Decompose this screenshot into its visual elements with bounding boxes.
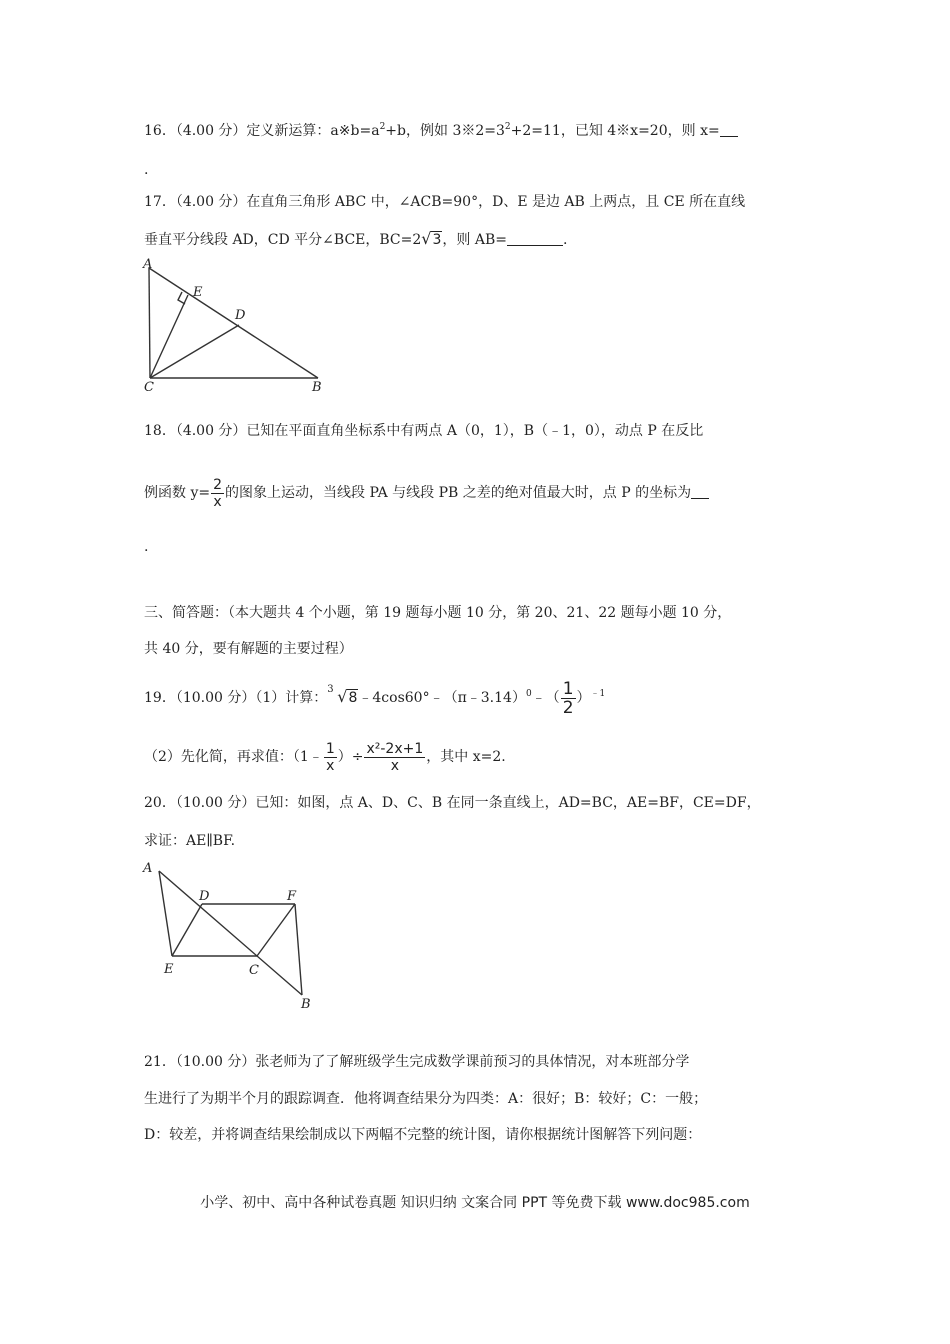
q18-line2: 例函数 y= $\frac{2}{x}$ 的图象上运动，当线段 PA 与线段 PB 之差的绝对值最大时，点 P 的坐标为: [144, 474, 709, 512]
fig-label-F: F: [287, 889, 297, 904]
q16-line1: 16．（4.00 分）定义新运算：$a※b=a^2+b$，例如 $3※2=3^2+2=11$，已知 4※x=20，则 x=: [144, 121, 738, 141]
page-footer: 小学、初中、高中各种试卷真题 知识归纳 文案合同 PPT 等免费下载 www.doc985.com: [200, 1195, 750, 1211]
q16-line2: .: [144, 162, 149, 178]
q20-line2: 求证：AE∥BF.: [144, 833, 236, 849]
fig-label-D: D: [235, 308, 246, 323]
fraction-polynomial: $\frac{\text{x²-2x+1}}{x}$: [366, 740, 424, 774]
q20-line1: 20．（10.00 分）已知：如图，点 A、D、C、B 在同一条直线上，AD=BC，AE=BF，CE=DF，: [144, 795, 761, 811]
fig-label-A: A: [143, 861, 153, 876]
fig-label-D: D: [199, 889, 210, 904]
answer-blank: [507, 231, 563, 246]
fraction-one-half: $\frac{1}{2}$: [562, 678, 574, 718]
q17-line1: 17．（4.00 分）在直角三角形 ABC 中，∠ACB=90°，D、E 是边 AB 上两点，且 CE 所在直线: [144, 194, 746, 210]
fig-label-E: E: [164, 962, 174, 977]
q21-line3: D：较差，并将调查结果绘制成以下两幅不完整的统计图，请你根据统计图解答下列问题：: [144, 1127, 702, 1143]
q19-part2: （2）先化简，再求值：（1﹣ $\frac{1}{x}$ ）÷ $\frac{\text{x²-2x+1}}{x}$ ，其中 x=2.: [144, 740, 506, 774]
fraction-1-over-x: $\frac{1}{x}$: [325, 740, 335, 774]
fig-label-B: B: [301, 997, 311, 1012]
q19-part1: 19．（10.00 分）（1）计算： 3 √8﹣4cos60°﹣（π﹣3.14）$^0$﹣（ $\frac{1}{2}$ ）$^{﹣1}$: [144, 678, 606, 718]
q18-line1: 18．（4.00 分）已知在平面直角坐标系中有两点 A（0，1），B（﹣1，0），动点 P 在反比: [144, 423, 704, 439]
q18-line3: .: [144, 539, 149, 555]
answer-blank: [691, 484, 709, 499]
fig-label-A: A: [143, 257, 153, 272]
section3-line1: 三、简答题：（本大题共 4 个小题，第 19 题每小题 10 分，第 20、21、22 题每小题 10 分，: [144, 605, 732, 621]
fig-label-C: C: [144, 380, 154, 395]
sqrt-3: √3: [421, 229, 442, 248]
q21-line1: 21．（10.00 分）张老师为了了解班级学生完成数学课前预习的具体情况，对本班部分学: [144, 1054, 690, 1070]
cube-root-8: 3 √8: [327, 684, 358, 706]
fig-label-C: C: [249, 963, 259, 978]
fraction-2-over-x: $\frac{2}{x}$: [213, 476, 223, 510]
q21-line2: 生进行了为期半个月的跟踪调查．他将调查结果分为四类：A：很好；B：较好；C：一般；: [144, 1091, 708, 1107]
fig-label-E: E: [193, 285, 203, 300]
fig-label-B: B: [312, 380, 322, 395]
q17-triangle-figure: [140, 252, 340, 397]
section3-line2: 共 40 分，要有解题的主要过程）: [144, 641, 353, 657]
answer-blank: [720, 122, 738, 137]
q20-geometry-figure: [140, 856, 330, 1014]
q17-line2: 垂直平分线段 AD，CD 平分∠BCE，BC=2√3，则 AB= .: [144, 229, 568, 248]
